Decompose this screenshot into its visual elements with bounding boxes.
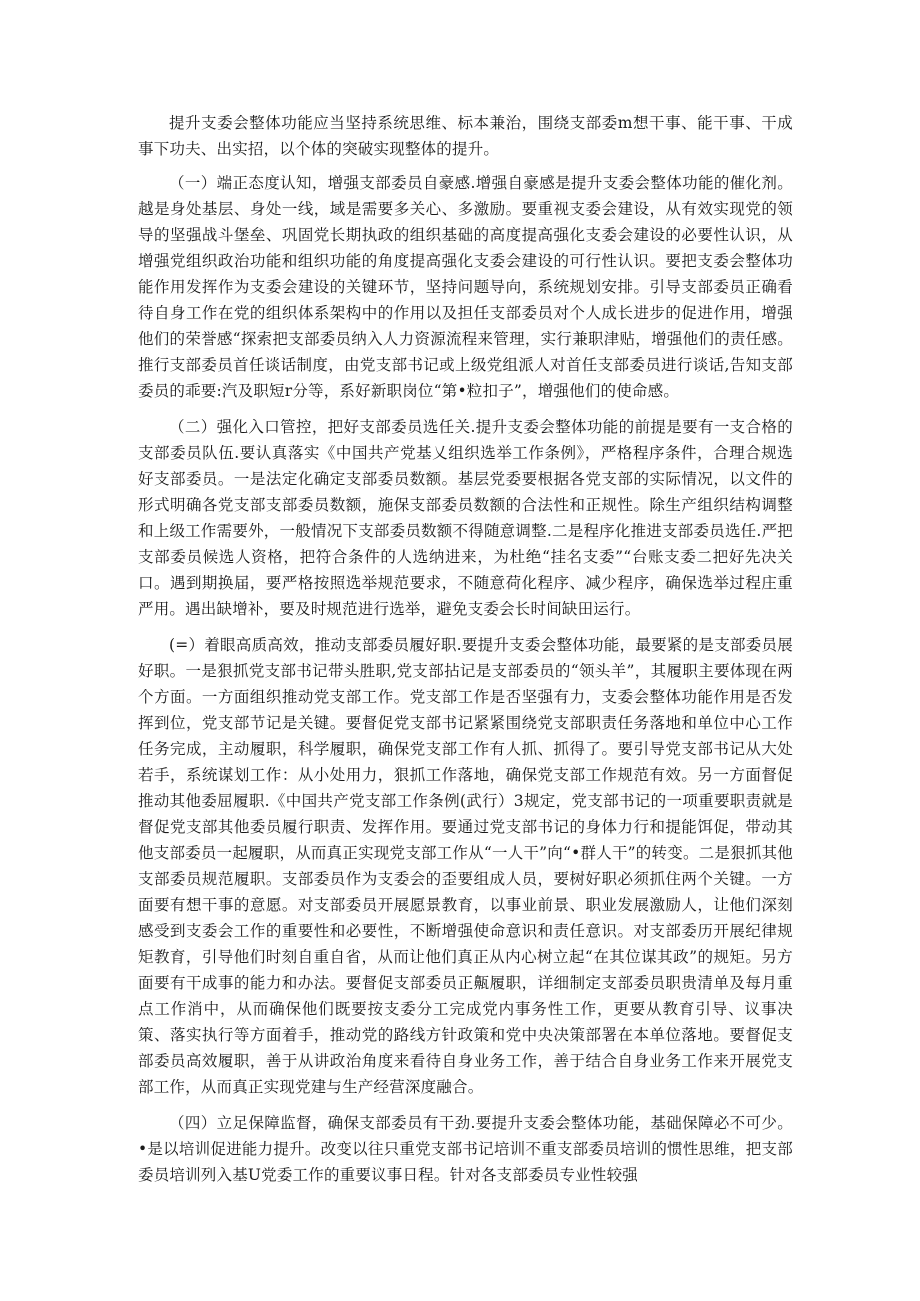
paragraph-intro: 提升支委会整体功能应当坚持系统思维、标本兼治，围绕支部委m想干事、能干事、干成事下功夫、出实招，以个体的突破实现整体的提升。: [138, 114, 793, 158]
paragraph-section-4: （四）立足保障监督，确保支部委员有干劲.要提升支委会整体功能，基础保障必不可少。•是以培训促进能力提升。改变以往只重党支部书记培训不重支部委员培训的惯性思维，把支部委员培训列入基U党委工作的重要议事日程。针对各支部委员专业性较强: [138, 1114, 793, 1184]
paragraph-section-1: （一）端正态度认知，增强支部委员自豪感.增强自豪感是提升支委会整体功能的催化剂。越是身处基层、身处一线，域是需要多关心、多激励。要重视支委会建设，从有效实现党的领导的坚强战斗堡垒、巩固党长期执政的组织基础的高度提高强化支委会建设的必要性认识，从增强党组织政治功能和组织功能的角度提高强化支委会建设的可行性认识。要把支委会整体功能作用发挥作为支委会建设的关键环节，坚持问题导向，系统规划安排。引导支部委员正确看待自身工作在党的组织体系架构中的作用以及担任支部委员对个人成长进步的促进作用，增强他们的荣誉感“探索把支部委员纳入人力资源流程来管理，实行兼职津贴，增强他们的责任感。推行支部委员首任谈话制度，由党支部书记或上级党组派人对首任支部委员进行谈话,告知支部委员的乖要:汽及职短r分等，系好新职岗位“第•粒扣子”，增强他们的使命感。: [138, 174, 793, 400]
paragraph-section-3: (=）着眼高质高效，推动支部委员履好职.要提升支委会整体功能，最要紧的是支部委员展好职。一是狠抓党支部书记带头胜职,党支部拈记是支部委员的“领头羊”，其履职主要体现在两个方面。一方面组织推动党支部工作。党支部工作是否坚强有力，支委会整体功能作用是否发挥到位，党支部节记是关键。要督促党支部书记紧紧围绕党支部职责任务落地和单位中心工作任务完成，主动履职，科学履职，确保党支部工作有人抓、抓得了。要引导党支部书记从大处若手，系统谋划工作：从小处用力，狠抓工作落地，确保党支部工作规范有效。另一方面督促推动其他委屈履职.《中国共产党支部工作条例(武行）3规定，党支部书记的一项重要职责就是督促党支部其他委员履行职责、发挥作用。要通过党支部书记的身体力行和提能饵促，带动其他支部委员一起履职，从而真正实现党支部工作从“一人干”向“•群人干”的转变。二是狠抓其他支部委员规范履职。支部委员作为支委会的歪要组成人员，要树好职必须抓住两个关键。一方面要有想干事的意愿。对支部委员开展愿景教育，以事业前景、职业发展激励人，让他们深刻感受到支委会工作的重要性和必要性，不断增强使命意识和责任意识。对支部委历开展纪律规矩教育，引导他们时刻自重自省，从而让他们真正从内心树立起“在其位谋其政”的规矩。另方面要有干成事的能力和办法。要督促支部委员正齀履职，详细制定支部委员职贵清单及每月重点工作消中，从而确保他们既要按支委分工完成党内事务性工作，更要从教育引导、议事决策、落实执行等方面着手，推动党的路线方针政策和党中央决策部署在本单位落地。要督促支部委员高效履职，善于从讲政治角度来看待自身业务工作，善于结合自身业务工作来开展党支部工作，从而真正实现党建与生产经营深度融合。: [138, 636, 793, 1096]
document-body: [138, 110, 793, 1198]
paragraph-section-2: （二）强化入口管控，把好支部委员选任关.提升支委会整体功能的前提是要有一支合格的支部委员队伍.要认真落实《中国共产党基乂组织选举工作条例》，严格程序条件，合理合规选好支部委员。一是法定化确定支部委员数额。基层党委要根据各党支部的实际情况，以文件的形式明确各党支部支部委员数额，施保支部委员数额的合法性和正规性。除生产组织结构调整和上级工作需要外，一般情况下支部委员数额不得随意调整.二是程序化推进支部委员选任.严把支部委员候选人资格，把符合条件的人选纳进来，为杜绝“挂名支委”“台账支委二把好先决关口。遇到期换届，要严格按照选举规范要求，不随意荷化程序、减少程序，确保选举过程庄重严用。遇出缺增补，要及时规范进行选举，避免支委会长时间缺田运行。: [138, 418, 793, 618]
